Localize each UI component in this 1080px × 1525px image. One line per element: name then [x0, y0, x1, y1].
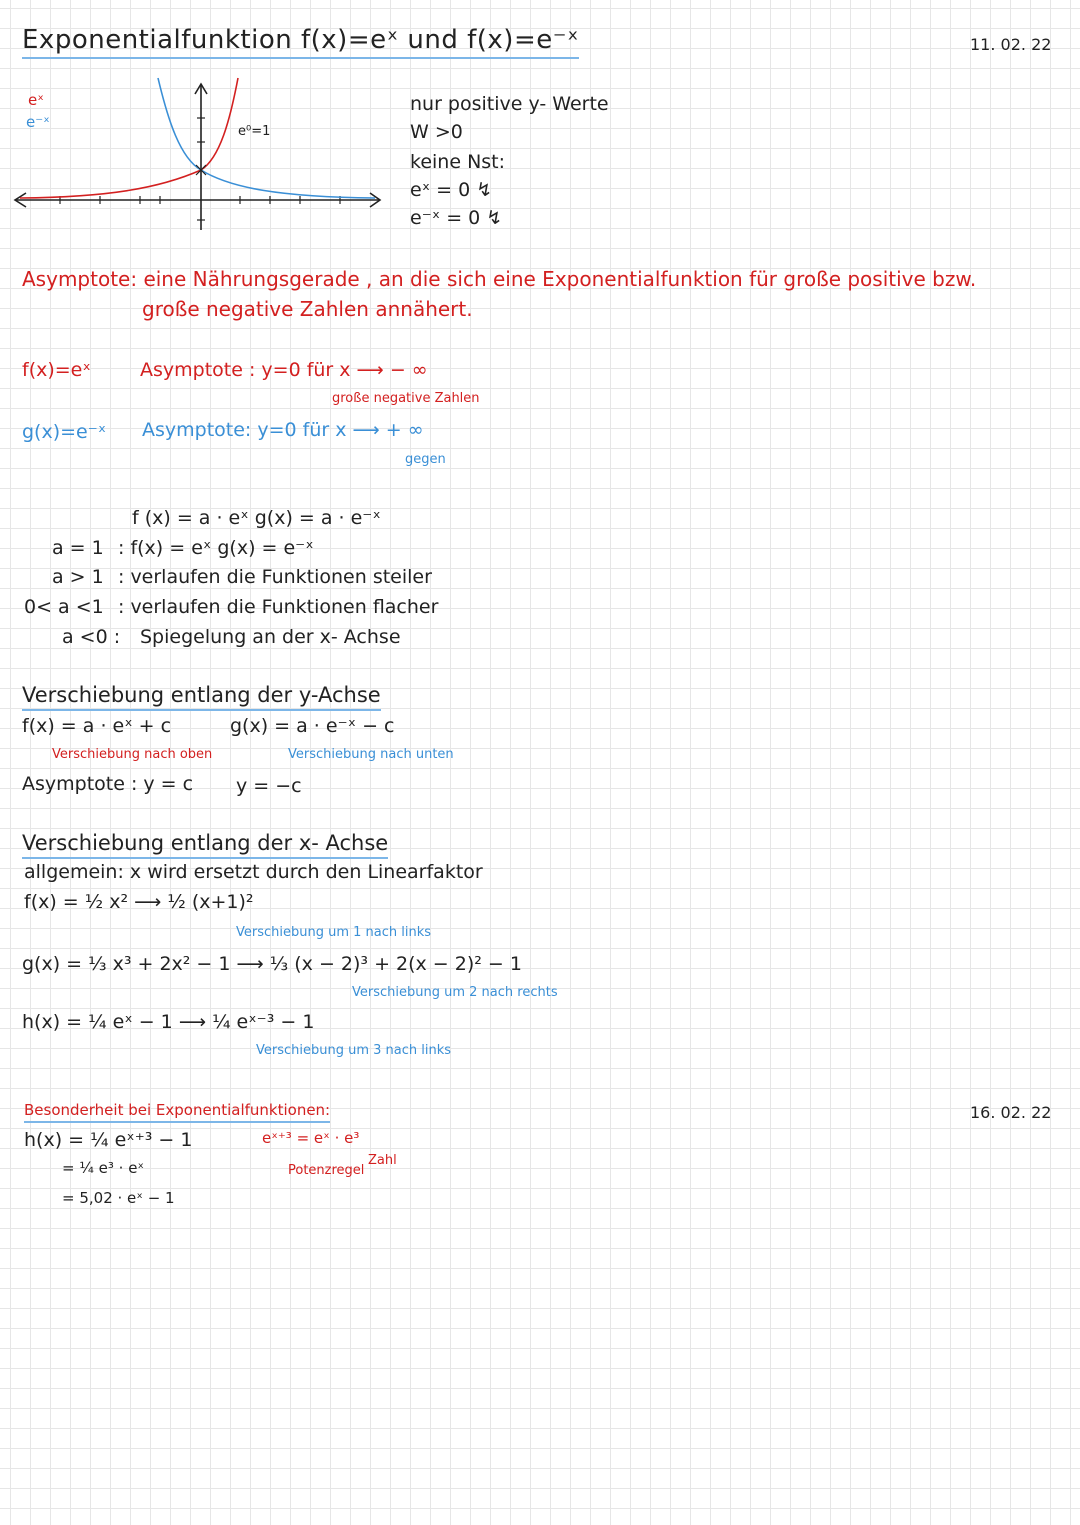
- shift-y-formula-f: f(x) = a · eˣ + c: [22, 715, 172, 737]
- asym-f-note: große negative Zahlen: [332, 391, 480, 406]
- asymptote-definition-line2: große negative Zahlen annähert.: [142, 297, 473, 321]
- note-range: W >0: [410, 121, 463, 143]
- note-no-roots: keine Nst:: [410, 151, 506, 173]
- shift-x-example-1: f(x) = ½ x² ⟶ ½ (x+1)²: [24, 891, 254, 913]
- shift-x-example-2: g(x) = ⅓ x³ + 2x² − 1 ⟶ ⅓ (x − 2)³ + 2(x − 2)² − 1: [22, 953, 522, 975]
- shift-x-note-1: Verschiebung um 1 nach links: [236, 925, 432, 940]
- special-title: Besonderheit bei Exponentialfunktionen:: [24, 1102, 330, 1123]
- param-cond-4: a <0 :: [62, 626, 121, 648]
- shift-x-example-3: h(x) = ¼ eˣ − 1 ⟶ ¼ eˣ⁻³ − 1: [22, 1011, 315, 1033]
- special-line-2: = ¼ e³ · eˣ: [62, 1159, 145, 1177]
- asymptote-term: Asymptote:: [22, 267, 138, 291]
- shift-y-asymptote-g: y = −c: [236, 775, 302, 797]
- param-text-4: Spiegelung an der x- Achse: [140, 626, 401, 648]
- asym-g-label: g(x)=e⁻ˣ: [22, 421, 107, 443]
- param-text-1: : f(x) = eˣ g(x) = e⁻ˣ: [118, 537, 314, 559]
- param-cond-2: a > 1: [52, 566, 104, 588]
- shift-y-note-up: Verschiebung nach oben: [52, 747, 213, 762]
- page-title: Exponentialfunktion f(x)=eˣ und f(x)=e⁻ˣ: [22, 26, 579, 59]
- param-cond-3: 0< a <1: [24, 596, 104, 618]
- param-cond-1: a = 1: [52, 537, 104, 559]
- point-label: e⁰=1: [238, 124, 271, 139]
- shift-x-general: allgemein: x wird ersetzt durch den Linearfaktor: [24, 861, 483, 883]
- shift-x-note-2: Verschiebung um 2 nach rechts: [352, 985, 558, 1000]
- legend-emx: e⁻ˣ: [26, 113, 50, 131]
- special-rule-note-2: Zahl: [368, 1153, 397, 1168]
- shift-x-note-3: Verschiebung um 3 nach links: [256, 1043, 452, 1058]
- asym-g-note: gegen: [405, 452, 446, 467]
- shift-y-note-down: Verschiebung nach unten: [288, 747, 454, 762]
- special-rule: eˣ⁺³ = eˣ · e³: [262, 1129, 360, 1147]
- shift-y-asymptote-f: Asymptote : y = c: [22, 773, 194, 795]
- asymptote-definition-line1: [22, 268, 976, 290]
- param-text-3: : verlaufen die Funktionen flacher: [118, 596, 439, 618]
- note-positive: nur positive y- Werte: [410, 93, 609, 115]
- date-stamp-2: 16. 02. 22: [970, 1103, 1052, 1122]
- special-rule-note-1: Potenzregel: [288, 1163, 365, 1178]
- note-ex-zero: eˣ = 0 ↯: [410, 179, 493, 201]
- shift-x-title: Verschiebung entlang der x- Achse: [22, 832, 388, 859]
- asym-g-text: Asymptote: y=0 für x ⟶ + ∞: [142, 419, 424, 441]
- asym-f-text: Asymptote : y=0 für x ⟶ − ∞: [140, 359, 428, 381]
- shift-y-title: Verschiebung entlang der y-Achse: [22, 684, 381, 711]
- note-emx-zero: e⁻ˣ = 0 ↯: [410, 207, 503, 229]
- asymptote-text: eine Nährungsgerade , an die sich eine Exponentialfunktion für große positive bzw.: [143, 267, 977, 291]
- shift-y-formula-g: g(x) = a · e⁻ˣ − c: [230, 715, 395, 737]
- param-header: f (x) = a · eˣ g(x) = a · e⁻ˣ: [132, 507, 381, 529]
- asym-f-label: f(x)=eˣ: [22, 359, 91, 381]
- date-stamp: 11. 02. 22: [970, 35, 1052, 54]
- special-line-1: h(x) = ¼ eˣ⁺³ − 1: [24, 1129, 193, 1151]
- param-text-2: : verlaufen die Funktionen steiler: [118, 566, 432, 588]
- curve-ex: [20, 78, 238, 198]
- special-line-3: = 5,02 · eˣ − 1: [62, 1189, 175, 1207]
- exponential-graph: [0, 70, 400, 240]
- legend-ex: eˣ: [28, 91, 44, 109]
